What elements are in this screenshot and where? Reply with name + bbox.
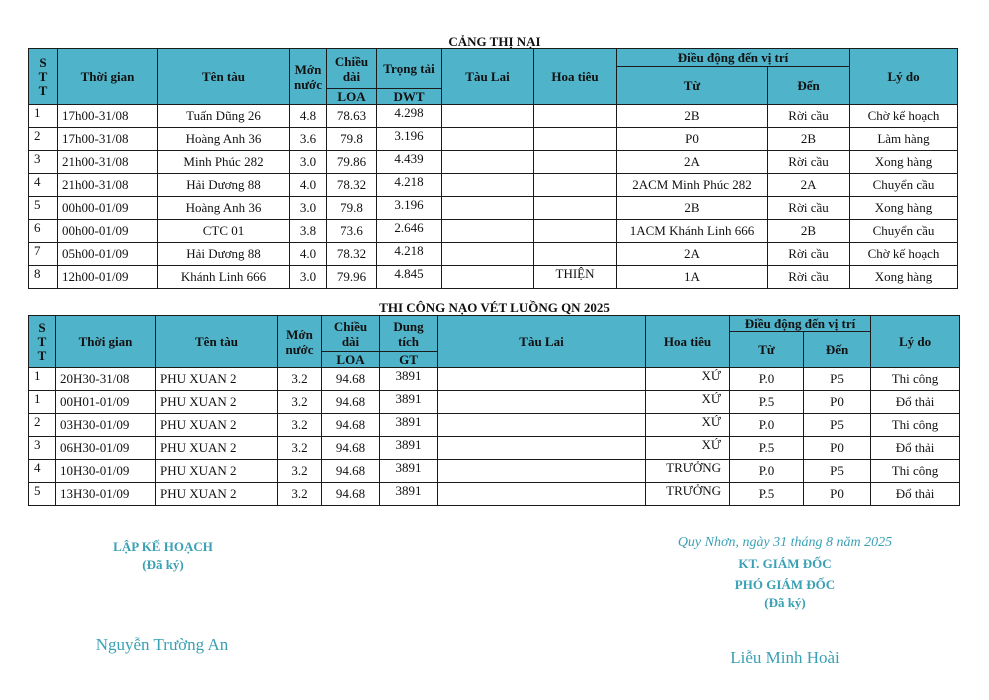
cell-stt: 1 (29, 391, 56, 414)
cell-reason: Chờ kế hoạch (850, 105, 958, 128)
cell-dwt: 4.439 (377, 151, 442, 174)
cell-stt: 6 (29, 220, 58, 243)
cell-loa: 94.68 (322, 414, 380, 437)
cell-tug (442, 197, 534, 220)
col-from: Từ (617, 67, 768, 105)
table-row (29, 151, 958, 174)
cell-ship: Minh Phúc 282 (158, 151, 290, 174)
cell-from: P.0 (730, 460, 804, 483)
cell-ship: PHU XUAN 2 (156, 368, 278, 391)
cell-stt: 2 (29, 128, 58, 151)
cell-to: 2B (768, 220, 850, 243)
cell-to: Rời cầu (768, 266, 850, 289)
port-schedule-body (29, 105, 958, 289)
cell-pilot: THIỆN (534, 266, 617, 289)
cell-pilot (534, 128, 617, 151)
cell-tug (438, 483, 646, 506)
cell-to: P0 (804, 437, 871, 460)
planner-name-block (62, 636, 262, 654)
cell-pilot (534, 197, 617, 220)
cell-stt: 4 (29, 460, 56, 483)
cell-draft: 3.2 (278, 437, 322, 460)
cell-loa: 78.63 (327, 105, 377, 128)
cell-to: P0 (804, 391, 871, 414)
cell-stt: 1 (29, 368, 56, 391)
col-move: Điều động đến vị trí (730, 316, 871, 332)
col-draft: Mớn nước (290, 49, 327, 105)
cell-time: 20H30-31/08 (56, 368, 156, 391)
col-dwt: DWT (377, 89, 442, 105)
cell-from: 1A (617, 266, 768, 289)
cell-to: 2B (768, 128, 850, 151)
table-row (29, 243, 958, 266)
cell-gt: 3891 (380, 391, 438, 414)
table-row (29, 197, 958, 220)
cell-time: 06H30-01/09 (56, 437, 156, 460)
director-name-block (685, 649, 885, 667)
planner-signature-block (88, 538, 238, 574)
cell-pilot: TRƯỞNG (646, 483, 730, 506)
cell-pilot (534, 174, 617, 197)
cell-loa: 94.68 (322, 483, 380, 506)
cell-reason: Thi công (871, 368, 960, 391)
col-reason: Lý do (871, 316, 960, 368)
section2-title: THI CÔNG NẠO VÉT LUỒNG QN 2025 (379, 300, 610, 315)
col-ship: Tên tàu (156, 316, 278, 368)
cell-from: 2B (617, 105, 768, 128)
cell-loa: 79.96 (327, 266, 377, 289)
cell-from: P.0 (730, 414, 804, 437)
table-row (29, 483, 960, 506)
cell-tug (438, 414, 646, 437)
cell-loa: 94.68 (322, 391, 380, 414)
cell-dwt: 4.218 (377, 243, 442, 266)
col-stt: S T T (29, 316, 56, 368)
cell-dwt: 3.196 (377, 128, 442, 151)
cell-dwt: 4.218 (377, 174, 442, 197)
cell-reason: Đổ thải (871, 483, 960, 506)
cell-pilot (534, 151, 617, 174)
col-from: Từ (730, 332, 804, 368)
col-gt: GT (380, 352, 438, 368)
col-tug: Tàu Lai (442, 49, 534, 105)
cell-gt: 3891 (380, 368, 438, 391)
cell-tug (442, 105, 534, 128)
col-time: Thời gian (56, 316, 156, 368)
cell-to: P5 (804, 368, 871, 391)
cell-stt: 2 (29, 414, 56, 437)
col-length: Chiều dài (322, 316, 380, 352)
cell-loa: 94.68 (322, 368, 380, 391)
cell-time: 12h00-01/09 (58, 266, 158, 289)
cell-gt: 3891 (380, 414, 438, 437)
cell-to: Rời cầu (768, 151, 850, 174)
cell-time: 00h00-01/09 (58, 220, 158, 243)
table-row (29, 437, 960, 460)
cell-time: 00H01-01/09 (56, 391, 156, 414)
cell-tug (438, 437, 646, 460)
cell-reason: Xong hàng (850, 266, 958, 289)
cell-draft: 3.2 (278, 483, 322, 506)
table-row (29, 128, 958, 151)
cell-time: 21h00-31/08 (58, 174, 158, 197)
cell-from: P.5 (730, 437, 804, 460)
cell-draft: 4.0 (290, 174, 327, 197)
cell-loa: 79.8 (327, 197, 377, 220)
cell-tug (442, 174, 534, 197)
cell-dwt: 4.845 (377, 266, 442, 289)
cell-from: 2B (617, 197, 768, 220)
cell-dwt: 4.298 (377, 105, 442, 128)
cell-draft: 3.0 (290, 151, 327, 174)
cell-stt: 3 (29, 437, 56, 460)
cell-from: P.0 (730, 368, 804, 391)
col-pilot: Hoa tiêu (646, 316, 730, 368)
cell-reason: Chuyển cầu (850, 174, 958, 197)
planner-title: LẬP KẾ HOẠCH (113, 539, 213, 554)
port-schedule-table (28, 48, 958, 289)
cell-tug (442, 266, 534, 289)
deputy-director-title: PHÓ GIÁM ĐỐC (734, 577, 836, 592)
cell-draft: 3.2 (278, 391, 322, 414)
cell-stt: 8 (29, 266, 58, 289)
cell-to: 2A (768, 174, 850, 197)
cell-time: 05h00-01/09 (58, 243, 158, 266)
cell-loa: 78.32 (327, 243, 377, 266)
cell-from: 2A (617, 243, 768, 266)
cell-from: 2ACM Minh Phúc 282 (617, 174, 768, 197)
planner-signed-note: (Đã ký) (142, 557, 184, 572)
cell-loa: 94.68 (322, 437, 380, 460)
cell-loa: 79.8 (327, 128, 377, 151)
cell-stt: 5 (29, 197, 58, 220)
cell-ship: PHU XUAN 2 (156, 391, 278, 414)
cell-stt: 5 (29, 483, 56, 506)
cell-draft: 3.2 (278, 414, 322, 437)
cell-to: P5 (804, 460, 871, 483)
planner-name: Nguyễn Trường An (95, 635, 229, 654)
cell-stt: 1 (29, 105, 58, 128)
col-reason: Lý do (850, 49, 958, 105)
cell-pilot: XỨ (646, 414, 730, 437)
cell-to: P0 (804, 483, 871, 506)
section1-title: CẢNG THỊ NẠI (448, 34, 541, 49)
dredging-schedule-body (29, 368, 960, 506)
col-stt: S T T (29, 49, 58, 105)
cell-reason: Xong hàng (850, 151, 958, 174)
cell-ship: PHU XUAN 2 (156, 437, 278, 460)
cell-reason: Thi công (871, 460, 960, 483)
cell-draft: 3.0 (290, 266, 327, 289)
cell-time: 17h00-31/08 (58, 105, 158, 128)
cell-time: 10H30-01/09 (56, 460, 156, 483)
cell-draft: 3.0 (290, 197, 327, 220)
cell-reason: Thi công (871, 414, 960, 437)
cell-tug (442, 151, 534, 174)
cell-tug (442, 220, 534, 243)
director-name: Liễu Minh Hoài (730, 648, 840, 667)
cell-draft: 3.2 (278, 460, 322, 483)
cell-to: Rời cầu (768, 243, 850, 266)
cell-loa: 78.32 (327, 174, 377, 197)
cell-pilot: XỨ (646, 437, 730, 460)
cell-ship: Hoàng Anh 36 (158, 197, 290, 220)
cell-pilot: TRƯỞNG (646, 460, 730, 483)
table-row (29, 174, 958, 197)
col-loa: LOA (322, 352, 380, 368)
col-draft: Mớn nước (278, 316, 322, 368)
cell-dwt: 2.646 (377, 220, 442, 243)
cell-time: 17h00-31/08 (58, 128, 158, 151)
col-time: Thời gian (58, 49, 158, 105)
cell-to: Rời cầu (768, 105, 850, 128)
col-loa: LOA (327, 89, 377, 105)
cell-ship: Hải Dương 88 (158, 174, 290, 197)
cell-stt: 3 (29, 151, 58, 174)
col-to: Đến (768, 67, 850, 105)
table-row (29, 220, 958, 243)
cell-gt: 3891 (380, 483, 438, 506)
cell-to: Rời cầu (768, 197, 850, 220)
cell-tug (438, 391, 646, 414)
cell-ship: Khánh Linh 666 (158, 266, 290, 289)
cell-loa: 79.86 (327, 151, 377, 174)
table-row (29, 414, 960, 437)
cell-draft: 4.8 (290, 105, 327, 128)
cell-stt: 4 (29, 174, 58, 197)
cell-draft: 3.2 (278, 368, 322, 391)
col-to: Đến (804, 332, 871, 368)
cell-loa: 73.6 (327, 220, 377, 243)
cell-stt: 7 (29, 243, 58, 266)
cell-loa: 94.68 (322, 460, 380, 483)
cell-from: P.5 (730, 483, 804, 506)
director-signed-note: (Đã ký) (764, 595, 806, 610)
col-tug: Tàu Lai (438, 316, 646, 368)
cell-tug (442, 243, 534, 266)
col-tonnage: Trọng tải (377, 49, 442, 89)
cell-ship: Hoàng Anh 36 (158, 128, 290, 151)
cell-tug (442, 128, 534, 151)
cell-from: 1ACM Khánh Linh 666 (617, 220, 768, 243)
cell-from: P0 (617, 128, 768, 151)
cell-reason: Làm hàng (850, 128, 958, 151)
cell-pilot (534, 105, 617, 128)
cell-ship: PHU XUAN 2 (156, 414, 278, 437)
cell-pilot (534, 220, 617, 243)
cell-draft: 3.6 (290, 128, 327, 151)
cell-ship: Hải Dương 88 (158, 243, 290, 266)
cell-time: 03H30-01/09 (56, 414, 156, 437)
cell-tug (438, 368, 646, 391)
director-signature-block (640, 534, 930, 612)
cell-to: P5 (804, 414, 871, 437)
cell-pilot: XỨ (646, 391, 730, 414)
cell-time: 00h00-01/09 (58, 197, 158, 220)
table-row (29, 266, 958, 289)
cell-reason: Đổ thải (871, 437, 960, 460)
cell-from: 2A (617, 151, 768, 174)
table-row (29, 368, 960, 391)
cell-from: P.5 (730, 391, 804, 414)
dredging-schedule-table (28, 315, 960, 506)
cell-reason: Đổ thải (871, 391, 960, 414)
table-row (29, 105, 958, 128)
cell-draft: 3.8 (290, 220, 327, 243)
col-capacity: Dung tích (380, 316, 438, 352)
cell-time: 21h00-31/08 (58, 151, 158, 174)
cell-gt: 3891 (380, 460, 438, 483)
table-row (29, 391, 960, 414)
cell-pilot (534, 243, 617, 266)
cell-ship: PHU XUAN 2 (156, 483, 278, 506)
col-move: Điều động đến vị trí (617, 49, 850, 67)
cell-reason: Chờ kế hoạch (850, 243, 958, 266)
cell-ship: PHU XUAN 2 (156, 460, 278, 483)
cell-reason: Chuyển cầu (850, 220, 958, 243)
cell-gt: 3891 (380, 437, 438, 460)
cell-draft: 4.0 (290, 243, 327, 266)
place-date: Quy Nhơn, ngày 31 tháng 8 năm 2025 (677, 535, 893, 550)
cell-ship: CTC 01 (158, 220, 290, 243)
cell-time: 13H30-01/09 (56, 483, 156, 506)
col-ship: Tên tàu (158, 49, 290, 105)
cell-ship: Tuấn Dũng 26 (158, 105, 290, 128)
cell-pilot: XỨ (646, 368, 730, 391)
director-title: KT. GIÁM ĐỐC (738, 556, 832, 571)
col-length: Chiều dài (327, 49, 377, 89)
cell-tug (438, 460, 646, 483)
cell-reason: Xong hàng (850, 197, 958, 220)
col-pilot: Hoa tiêu (534, 49, 617, 105)
table-row (29, 460, 960, 483)
cell-dwt: 3.196 (377, 197, 442, 220)
